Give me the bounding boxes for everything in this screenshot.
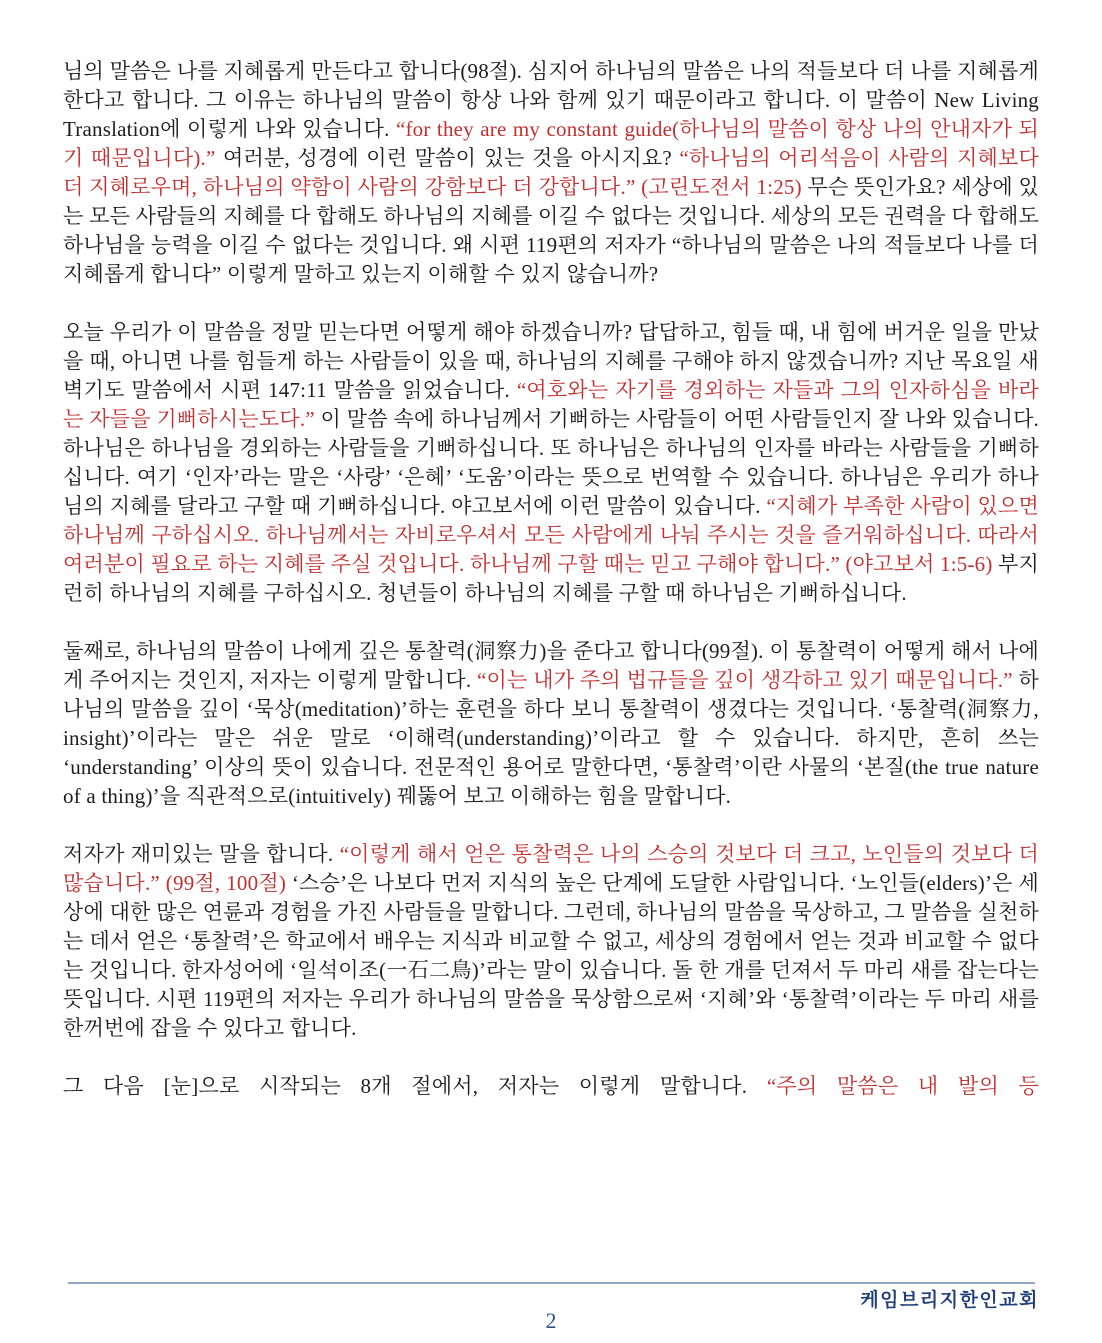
body-text: 여러분, 성경에 이런 말씀이 있는 것을 아시지요? xyxy=(215,146,680,170)
church-name: 케임브리지한인교회 xyxy=(860,1290,1039,1311)
body-text: 오늘 우리가 이 말씀을 정말 믿는다면 어떻게 해야 하겠습니까? 답답하고, 힘들 때, 내 힘에 버거운 일을 만났을 때, 아니면 나를 힘들게 하는 사람들이 있을 때, 하나님의 지혜를 구해야 하지 않겠습니까? 지난 목요일 새벽기도 말씀에서 시편 147:11 말씀을 읽었습니다. xyxy=(63,320,1039,402)
footer-divider xyxy=(68,1282,1035,1284)
body-text: ‘스승’은 나보다 먼저 지식의 높은 단계에 도달한 사람입니다. ‘노인들(elders)’은 세상에 대한 많은 연륜과 경험을 가진 사람들을 말합니다. 그런데, 하나님의 말씀을 묵상하고, 그 말씀을 실천하는 데서 얻은 ‘통찰력’은 학교에서 배우는 지식과 비교할 수 없고, 세상의 경험에서 얻는 것과 비교할 수 없다는 것입니다. 한자성어에 ‘일석이조(一石二鳥)’라는 말이 있습니다. 돌 한 개를 던져서 두 마리 새를 잡는다는 뜻입니다. 시편 119편의 저자는 우리가 하나님의 말씀을 묵상함으로써 ‘지혜’와 ‘통찰력’이라는 두 마리 새를 한꺼번에 잡을 수 있다고 합니다. xyxy=(63,871,1039,1040)
body-text: 그 다음 [눈]으로 시작되는 8개 절에서, 저자는 이렇게 말합니다. xyxy=(63,1074,767,1098)
paragraph-4 xyxy=(63,840,1039,1043)
paragraph-1 xyxy=(63,57,1039,289)
sermon-body xyxy=(63,57,1039,1130)
body-text: 부지런히 하나님의 지혜를 구하십시오. 청년들이 하나님의 지혜를 구할 때 하나님은 기뻐하십니다. xyxy=(63,552,1040,605)
body-text: 저자가 재미있는 말을 합니다. xyxy=(63,842,340,866)
scripture-quote-text: “for they are my constant guide(하나님의 말씀이 항상 나의 안내자가 되기 때문입니다).” xyxy=(63,117,1039,170)
paragraph-5 xyxy=(63,1072,1039,1101)
scripture-quote-text: “이는 내가 주의 법규들을 깊이 생각하고 있기 때문입니다.” xyxy=(477,668,1013,692)
scripture-quote-text: “주의 말씀은 내 발의 등 xyxy=(766,1074,1039,1098)
scripture-quote-text: “이렇게 해서 얻은 통찰력은 나의 스승의 것보다 더 크고, 노인들의 것보다 더 많습니다.” (99절, 100절) xyxy=(63,842,1039,895)
paragraph-2 xyxy=(63,318,1039,608)
paragraph-3 xyxy=(63,637,1039,811)
body-text: 둘째로, 하나님의 말씀이 나에게 깊은 통찰력(洞察力)을 준다고 합니다(99절). 이 통찰력이 어떻게 해서 나에게 주어지는 것인지, 저자는 이렇게 말합니다. xyxy=(63,639,1039,692)
body-text: 무슨 뜻인가요? 세상에 있는 모든 사람들의 지혜를 다 합해도 하나님의 지혜를 이길 수 없다는 것입니다. 세상의 모든 권력을 다 합해도 하나님을 능력을 이길 수 없다는 것입니다. 왜 시편 119편의 저자가 “하나님의 말씀은 나의 적들보다 나를 더 지혜롭게 합니다” 이렇게 말하고 있는지 이해할 수 있지 않습니까? xyxy=(63,175,1039,286)
scripture-quote-text: “여호와는 자기를 경외하는 자들과 그의 인자하심을 바라는 자들을 기뻐하시는도다.” xyxy=(63,378,1039,431)
body-text: 하나님의 말씀을 깊이 ‘묵상(meditation)’하는 훈련을 하다 보니 통찰력이 생겼다는 것입니다. ‘통찰력(洞察力, insight)’이라는 말은 쉬운 말로 ‘이해력(understanding)’이라고 할 수 있습니다. 하지만, 흔히 쓰는 ‘understanding’ 이상의 뜻이 있습니다. 전문적인 용어로 말한다면, ‘통찰력’이란 사물의 ‘본질(the true nature of a thing)’을 직관적으로(intuitively) 꿰뚫어 보고 이해하는 힘을 말합니다. xyxy=(63,668,1039,808)
scripture-quote-text: “하나님의 어리석음이 사람의 지혜보다 더 지혜로우며, 하나님의 약함이 사람의 강함보다 더 강합니다.” (고린도전서 1:25) xyxy=(63,146,1039,199)
page-number: 2 xyxy=(545,1308,557,1333)
scripture-quote-text: “지혜가 부족한 사람이 있으면 하나님께 구하십시오. 하나님께서는 자비로우셔서 모든 사람에게 나눠 주시는 것을 즐거워하십니다. 따라서 여러분이 필요로 하는 지혜를 주실 것입니다. 하나님께 구할 때는 믿고 구해야 합니다.” (야고보서 1:5-6) xyxy=(63,494,1040,576)
body-text: 이 말씀 속에 하나님께서 기뻐하는 사람들이 어떤 사람들인지 잘 나와 있습니다. 하나님은 하나님을 경외하는 사람들을 기뻐하십니다. 또 하나님은 하나님의 인자를 바라는 사람들을 기뻐하십니다. 여기 ‘인자’라는 말은 ‘사랑’ ‘은혜’ ‘도움’이라는 뜻으로 번역할 수 있습니다. 하나님은 우리가 하나님의 지혜를 달라고 구할 때 기뻐하십니다. 야고보서에 이런 말씀이 있습니다. xyxy=(63,407,1040,518)
body-text: 님의 말씀은 나를 지혜롭게 만든다고 합니다(98절). 심지어 하나님의 말씀은 나의 적들보다 더 나를 지혜롭게 한다고 합니다. 그 이유는 하나님의 말씀이 항상 나와 함께 있기 때문이라고 합니다. 이 말씀이 New Living Translation에 이렇게 나와 있습니다. xyxy=(63,59,1039,141)
